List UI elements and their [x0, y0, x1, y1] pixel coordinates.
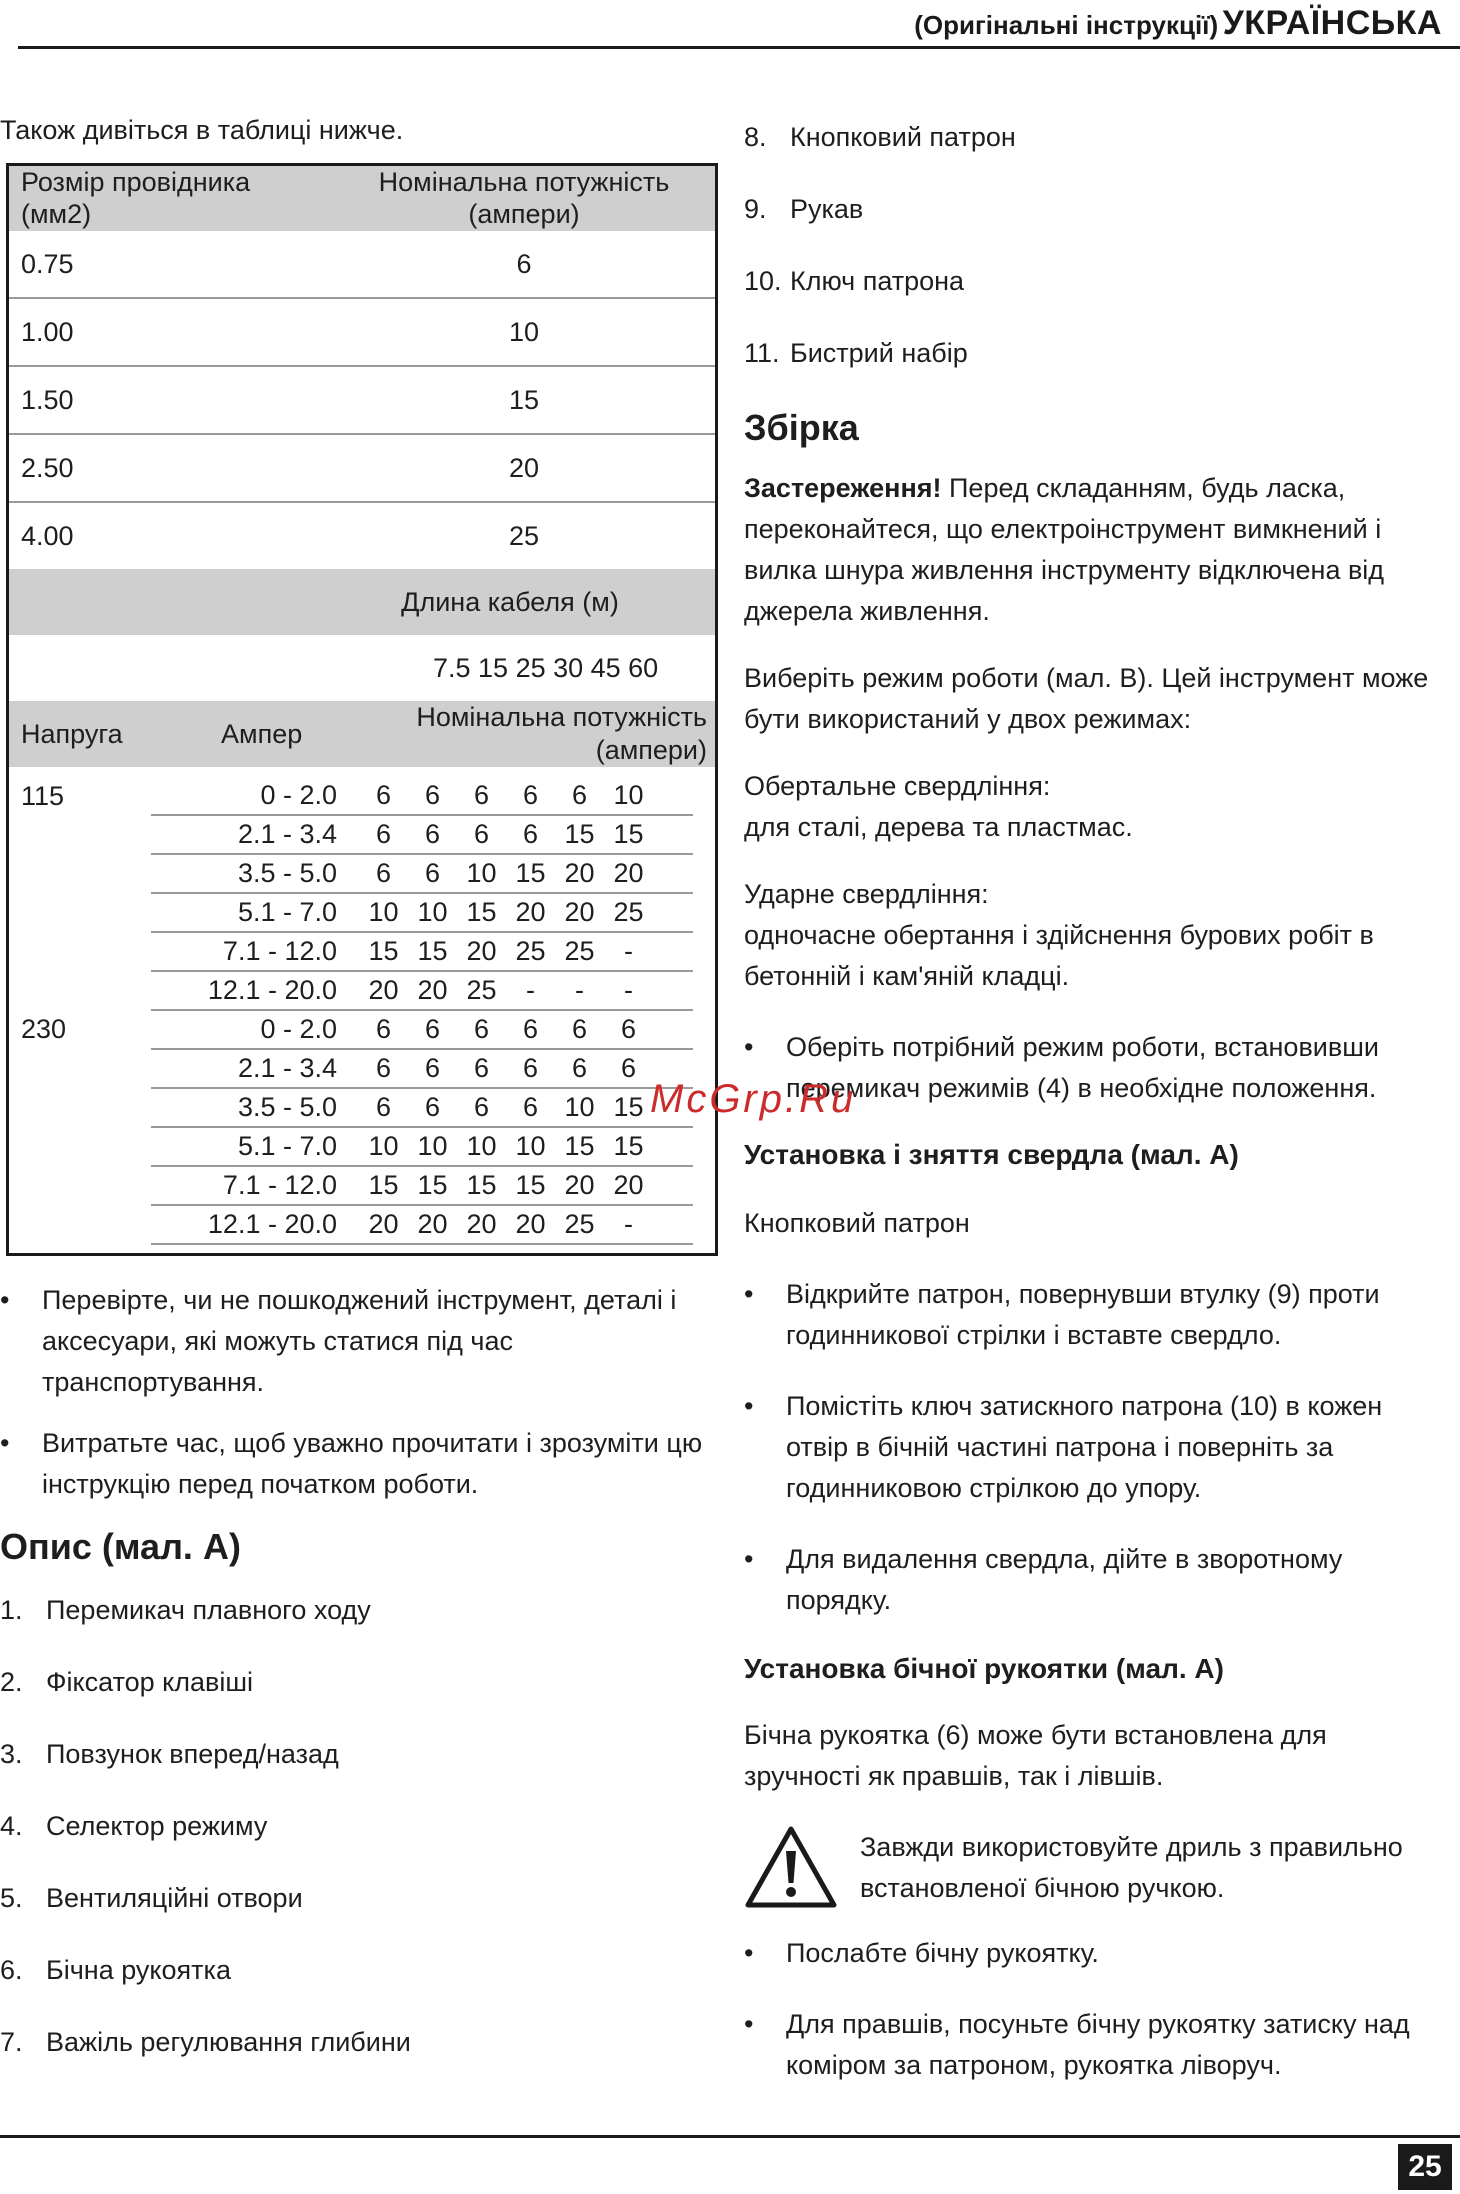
bullet-dot: •	[744, 2009, 754, 2039]
item-number: 8.	[744, 122, 767, 152]
bullet-dot: •	[744, 1544, 754, 1574]
side-handle-bullet-loosen: • Послабте бічну рукоятку.	[744, 1933, 1444, 1974]
rating-value-cell: 6	[359, 1049, 408, 1088]
item-text: Рукав	[790, 194, 864, 224]
rating-value-cell: 6	[506, 1049, 555, 1088]
rating-value-cell: 20	[555, 1166, 604, 1205]
rotary-title: Обертальне свердління:	[744, 771, 1051, 801]
rating-value-cell: 6	[506, 815, 555, 854]
item-text: Вентиляційні отвори	[46, 1882, 303, 1913]
rating-value-cell: 20	[457, 932, 506, 971]
rating-value-cell: 6	[359, 777, 408, 815]
rating-value-cell: 6	[457, 1088, 506, 1127]
description-item	[744, 190, 1444, 228]
rating-value-cell: 6	[408, 815, 457, 854]
bullet-dot: •	[744, 1391, 754, 1421]
amp-range-cell: 12.1 - 20.0	[151, 1205, 359, 1244]
rating-value-cell: 6	[457, 1049, 506, 1088]
cable-lengths-row	[8, 635, 717, 701]
rating-value-cell: 6	[457, 1010, 506, 1049]
wire-amps-cell: 10	[333, 298, 717, 366]
left-bullets	[0, 1280, 720, 1505]
rating-value-cell: -	[604, 932, 653, 971]
intro-text: Також дивіться в таблиці нижче.	[0, 115, 404, 145]
rating-row	[9, 1127, 693, 1166]
rating-value-cell: 15	[359, 1166, 408, 1205]
mode-bullet: • Оберіть потрібний режим роботи, встановивши перемикач режимів (4) в необхідне положення.	[744, 1027, 1444, 1109]
rating-value-cell: 15	[457, 1166, 506, 1205]
rating-value-cell: -	[506, 971, 555, 1010]
rating-row	[9, 1049, 693, 1088]
wire-size-header: Розмір провідника (мм2)	[21, 167, 251, 230]
voltage-cell	[9, 1049, 151, 1088]
item-number: 3.	[0, 1738, 23, 1769]
voltage-cell	[9, 815, 151, 854]
item-number: 5.	[0, 1882, 23, 1913]
wire-amps-header: Номінальна потужність (ампери)	[378, 167, 670, 230]
rating-value-cell: 15	[555, 1127, 604, 1166]
rating-value-cell: 20	[604, 1166, 653, 1205]
rating-row	[9, 893, 693, 932]
voltage-cell: 230	[21, 1014, 67, 1045]
rotary-text: для сталі, дерева та пластмас.	[744, 812, 1133, 842]
rating-row	[9, 1205, 693, 1244]
rating-value-cell: 20	[457, 1205, 506, 1244]
rating-value-cell: 6	[408, 1088, 457, 1127]
rating-header-row	[8, 701, 717, 767]
rating-value-cell: 6	[408, 1049, 457, 1088]
drill-bit-bullet-key: • Помістіть ключ затискного патрона (10) в кожен отвір в бічній частині патрона і поверніть за годинниковою стрілкою до упору.	[744, 1386, 1444, 1509]
amp-range-cell: 5.1 - 7.0	[151, 893, 359, 932]
rating-value-cell: 10	[457, 1127, 506, 1166]
rating-value-cell: 6	[604, 1010, 653, 1049]
rating-row	[9, 1166, 693, 1205]
description-item	[0, 2023, 720, 2061]
rating-value-cell: 6	[408, 854, 457, 893]
rating-row	[9, 971, 693, 1010]
rating-value-cell: 6	[359, 815, 408, 854]
warning-block	[744, 1823, 1444, 1909]
item-text: Ключ патрона	[790, 266, 965, 296]
wire-size-cell: 1.00	[8, 298, 334, 366]
description-item	[744, 262, 1444, 300]
impact-text: одночасне обертання і здійснення бурових робіт в бетонній і кам'яній кладці.	[744, 920, 1374, 991]
rating-row	[9, 932, 693, 971]
item-text: Повзунок вперед/назад	[46, 1738, 339, 1769]
amp-range-cell: 12.1 - 20.0	[151, 971, 359, 1010]
rating-value-cell: 6	[359, 1010, 408, 1049]
item-text: Кнопковий патрон	[790, 122, 1016, 152]
rating-value-cell: 15	[555, 815, 604, 854]
wire-table-row	[8, 298, 717, 366]
item-text: Фіксатор клавіші	[46, 1666, 254, 1697]
rating-header: Номінальна потужність (ампери)	[416, 702, 707, 765]
rating-value-cell: 6	[408, 777, 457, 815]
rating-value-cell: 10	[604, 777, 653, 815]
bullet-check-damage: • Перевірте, чи не пошкоджений інструмент, деталі і аксесуари, які можуть статися під час транспортування.	[0, 1280, 720, 1403]
rating-value-cell: 15	[359, 932, 408, 971]
drill-bit-subtitle: Кнопковий патрон	[744, 1208, 970, 1238]
rating-value-cell: 15	[408, 1166, 457, 1205]
rating-row	[9, 1010, 693, 1049]
item-text: Селектор режиму	[46, 1810, 268, 1841]
rating-row	[9, 1088, 693, 1127]
rating-value-cell: 20	[408, 1205, 457, 1244]
rating-value-cell: 10	[555, 1088, 604, 1127]
item-number: 7.	[0, 2026, 23, 2057]
description-title: Опис (мал. A)	[0, 1525, 241, 1567]
rating-value-cell: 10	[506, 1127, 555, 1166]
description-item	[744, 118, 1444, 156]
header-rule	[18, 46, 1460, 49]
amp-range-cell: 5.1 - 7.0	[151, 1127, 359, 1166]
drill-bit-title: Установка і зняття свердла (мал. A)	[744, 1139, 1239, 1170]
rating-value-cell: 20	[506, 893, 555, 932]
cable-lengths: 7.5 15 25 30 45 60	[433, 652, 659, 683]
warning-text: Завжди використовуйте дриль з правильно встановленої бічною ручкою.	[860, 1832, 1403, 1903]
rating-value-cell: 6	[555, 777, 604, 815]
assembly-title: Збірка	[744, 407, 859, 448]
bullet-dot: •	[0, 1427, 10, 1458]
item-number: 10.	[744, 266, 782, 296]
description-list-left	[0, 1591, 720, 2061]
side-handle-text: Бічна рукоятка (6) може бути встановлена для зручності як правшів, так і лівшів.	[744, 1720, 1327, 1791]
item-number: 9.	[744, 194, 767, 224]
amp-range-cell: 3.5 - 5.0	[151, 1088, 359, 1127]
amp-range-cell: 0 - 2.0	[151, 777, 359, 815]
amp-rating-grid	[9, 777, 693, 1245]
wire-amps-cell: 25	[508, 520, 540, 551]
rating-value-cell: -	[604, 1205, 653, 1244]
description-item	[0, 1807, 720, 1845]
rating-value-cell: 25	[506, 932, 555, 971]
rating-value-cell: 6	[457, 777, 506, 815]
rating-value-cell: 25	[555, 1205, 604, 1244]
side-handle-title: Установка бічної рукоятки (мал. A)	[744, 1653, 1224, 1684]
item-text: Бистрий набір	[790, 338, 968, 368]
impact-title: Ударне свердління:	[744, 879, 989, 909]
header-subtitle: (Оригінальні інструкції)	[914, 10, 1219, 40]
rating-value-cell: 6	[506, 1088, 555, 1127]
rating-value-cell: 10	[408, 893, 457, 932]
page-number: 25	[1398, 2144, 1452, 2190]
rating-value-cell: 15	[457, 893, 506, 932]
rating-value-cell: 6	[555, 1010, 604, 1049]
rating-value-cell: -	[555, 971, 604, 1010]
voltage-cell	[9, 971, 151, 1010]
item-text: Перемикач плавного ходу	[46, 1594, 371, 1625]
rating-value-cell: 10	[359, 1127, 408, 1166]
left-column	[0, 110, 720, 2095]
item-text: Бічна рукоятка	[46, 1954, 231, 1985]
rating-value-cell: 20	[359, 971, 408, 1010]
watermark: McGrp.Ru	[650, 1077, 857, 1121]
side-handle-bullet-right: • Для правшів, посуньте бічну рукоятку затиску над коміром за патроном, рукоятка ліворуч.	[744, 2004, 1444, 2086]
rating-value-cell: 20	[359, 1205, 408, 1244]
header-language: УКРАЇНСЬКА	[1222, 4, 1442, 42]
wire-table-row	[8, 366, 717, 434]
wire-table-row	[8, 434, 717, 502]
voltage-header: Напруга	[21, 718, 123, 749]
rating-value-cell: 6	[359, 854, 408, 893]
caution-label: Застереження!	[744, 473, 942, 503]
mode-text: Виберіть режим роботи (мал. B). Цей інструмент може бути використаний у двох режимах:	[744, 663, 1429, 734]
rating-value-cell: 10	[359, 893, 408, 932]
amp-range-cell: 3.5 - 5.0	[151, 854, 359, 893]
bullet-dot: •	[744, 1938, 754, 1968]
voltage-cell	[9, 932, 151, 971]
wire-size-cell: 1.50	[8, 366, 334, 434]
drill-bit-bullet-remove: • Для видалення свердла, дійте в зворотному порядку.	[744, 1539, 1444, 1621]
rating-value-cell: 20	[408, 971, 457, 1010]
rating-value-cell: 6	[555, 1049, 604, 1088]
rating-value-cell: 20	[604, 854, 653, 893]
amp-range-cell: 0 - 2.0	[151, 1010, 359, 1049]
amp-range-cell: 7.1 - 12.0	[151, 1166, 359, 1205]
item-number: 4.	[0, 1810, 23, 1841]
cable-length-header: Длина кабеля (м)	[401, 586, 619, 617]
amp-range-cell: 7.1 - 12.0	[151, 932, 359, 971]
description-item	[0, 1951, 720, 1989]
description-item	[0, 1663, 720, 1701]
rating-value-cell: 6	[604, 1049, 653, 1088]
wire-table-row	[8, 231, 717, 298]
voltage-cell: 115	[21, 780, 65, 811]
rating-value-cell: 15	[506, 1166, 555, 1205]
wire-size-cell: 0.75	[8, 231, 334, 298]
rating-row	[9, 815, 693, 854]
rating-value-cell: 6	[506, 777, 555, 815]
rating-value-cell: 20	[506, 1205, 555, 1244]
rating-value-cell: 6	[457, 815, 506, 854]
bullet-dot: •	[0, 1284, 10, 1315]
description-item	[744, 334, 1444, 372]
rating-value-cell: 15	[604, 1127, 653, 1166]
voltage-cell	[9, 1166, 151, 1205]
wire-amps-cell: 20	[333, 434, 717, 502]
wire-amps-cell: 6	[333, 231, 717, 298]
wire-size-cell: 2.50	[8, 434, 334, 502]
bullet-dot: •	[744, 1279, 754, 1309]
description-list-right	[744, 118, 1444, 372]
amp-range-cell: 2.1 - 3.4	[151, 815, 359, 854]
rating-value-cell: 10	[457, 854, 506, 893]
rating-value-cell: 25	[457, 971, 506, 1010]
rating-row	[9, 854, 693, 893]
drill-bit-bullet-open: • Відкрийте патрон, повернувши втулку (9) проти годинникової стрілки і вставте свердло.	[744, 1274, 1444, 1356]
rating-value-cell: 20	[555, 893, 604, 932]
description-item	[0, 1879, 720, 1917]
amp-header: Ампер	[221, 718, 303, 749]
voltage-cell	[9, 893, 151, 932]
item-text: Важіль регулювання глибини	[46, 2026, 411, 2057]
rating-value-cell: 6	[359, 1088, 408, 1127]
warning-triangle-icon	[744, 1825, 838, 1909]
rating-row	[9, 777, 693, 815]
voltage-cell	[9, 1127, 151, 1166]
rating-value-cell: 25	[604, 893, 653, 932]
description-item	[0, 1591, 720, 1629]
voltage-cell	[9, 1088, 151, 1127]
bullet-read-manual: • Витратьте час, щоб уважно прочитати і зрозуміти цю інструкцію перед початком роботи.	[0, 1423, 720, 1505]
wire-rating-table	[6, 163, 718, 1256]
caution-paragraph	[744, 468, 1444, 632]
page-header	[914, 4, 1442, 43]
rating-value-cell: 15	[604, 1088, 653, 1127]
rating-value-cell: 20	[555, 854, 604, 893]
item-number: 6.	[0, 1954, 23, 1985]
cable-length-header-row	[8, 569, 717, 635]
bullet-dot: •	[744, 1032, 754, 1062]
rating-value-cell: 15	[506, 854, 555, 893]
rating-value-cell: 15	[408, 932, 457, 971]
voltage-cell	[9, 1205, 151, 1244]
description-item	[0, 1735, 720, 1773]
voltage-cell	[9, 854, 151, 893]
rating-value-cell: 25	[555, 932, 604, 971]
wire-amps-cell: 15	[333, 366, 717, 434]
item-number: 2.	[0, 1666, 23, 1697]
footer-rule	[0, 2135, 1460, 2138]
item-number: 1.	[0, 1594, 23, 1625]
wire-table-header	[8, 165, 717, 231]
amp-range-cell: 2.1 - 3.4	[151, 1049, 359, 1088]
item-number: 11.	[744, 338, 780, 368]
wire-size-cell: 4.00	[21, 520, 74, 551]
rating-value-cell: 10	[408, 1127, 457, 1166]
wire-table-row	[8, 502, 717, 569]
rating-value-cell: -	[604, 971, 653, 1010]
rating-value-cell: 6	[506, 1010, 555, 1049]
rating-value-cell: 6	[408, 1010, 457, 1049]
rating-value-cell: 15	[604, 815, 653, 854]
caution-text: Перед складанням, будь ласка, переконайтеся, що електроінструмент вимкнений і вилка шнура живлення інструменту відключена від джерела живлення.	[744, 473, 1385, 626]
